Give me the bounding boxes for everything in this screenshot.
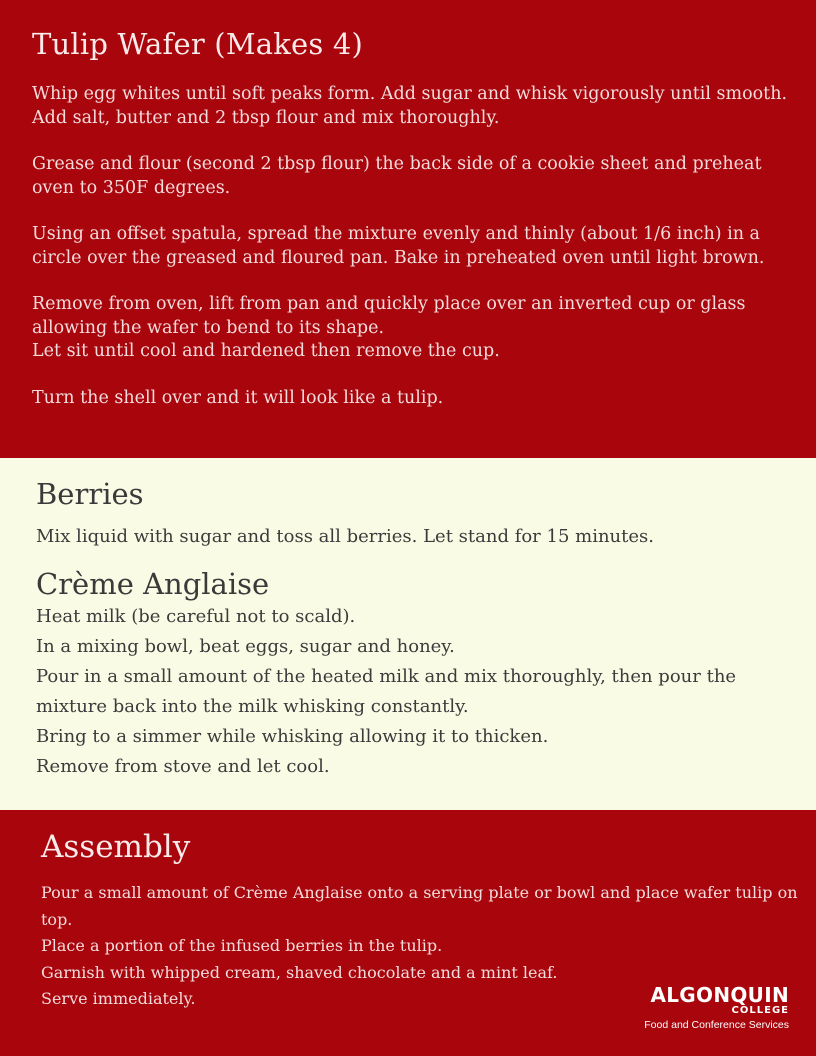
berries-creme-section (0, 458, 816, 810)
assembly-step-serve: Serve immediately. (41, 989, 196, 1008)
creme-step-beat: In a mixing bowl, beat eggs, sugar and honey. (36, 636, 455, 657)
assembly-step-garnish: Garnish with whipped cream, shaved chocolate and a mint leaf. (41, 962, 558, 982)
berries-title: Berries (36, 477, 144, 511)
tulip-step-cool: Let sit until cool and hardened then remove the cup. (32, 341, 500, 361)
tulip-step-grease: Grease and flour (second 2 tbsp flour) the back side of a cookie sheet and preheat oven to 350F degrees. (32, 154, 762, 198)
creme-step-simmer: Bring to a simmer while whisking allowing it to thicken. (36, 726, 549, 747)
logo-name: ALGONQUIN (650, 983, 789, 1007)
tulip-step-remove: Remove from oven, lift from pan and quickly place over an inverted cup or glass allowing the wafer to bend to its shape. (32, 294, 746, 338)
logo-subtitle: Food and Conference Services (644, 1019, 789, 1031)
creme-step-cool: Remove from stove and let cool. (36, 756, 330, 777)
tulip-wafer-title: Tulip Wafer (Makes 4) (32, 27, 364, 61)
assembly-section (0, 810, 816, 1056)
tulip-step-spread: Using an offset spatula, spread the mixture evenly and thinly (about 1/6 inch) in a circle over the greased and floured pan. Bake in preheated oven until light brown. (32, 224, 765, 268)
logo-college: COLLEGE (731, 1005, 789, 1016)
creme-step-pour: Pour in a small amount of the heated milk and mix thoroughly, then pour the mixture back into the milk whisking constantly. (36, 666, 737, 717)
berries-text: Mix liquid with sugar and toss all berries. Let stand for 15 minutes. (36, 526, 654, 547)
algonquin-logo (644, 985, 789, 1032)
assembly-step-place: Place a portion of the infused berries in the tulip. (41, 936, 443, 955)
assembly-step-pour: Pour a small amount of Crème Anglaise onto a serving plate or bowl and place wafer tulip on top. (41, 883, 798, 929)
creme-step-heat: Heat milk (be careful not to scald). (36, 606, 356, 627)
tulip-step-whip: Whip egg whites until soft peaks form. Add sugar and whisk vigorously until smooth. Add salt, butter and 2 tbsp flour and mix thoroughly. (32, 84, 788, 128)
creme-anglaise-title: Crème Anglaise (36, 567, 270, 601)
tulip-step-turn: Turn the shell over and it will look like a tulip. (32, 387, 444, 408)
assembly-title: Assembly (41, 829, 191, 865)
tulip-wafer-section (0, 0, 816, 458)
